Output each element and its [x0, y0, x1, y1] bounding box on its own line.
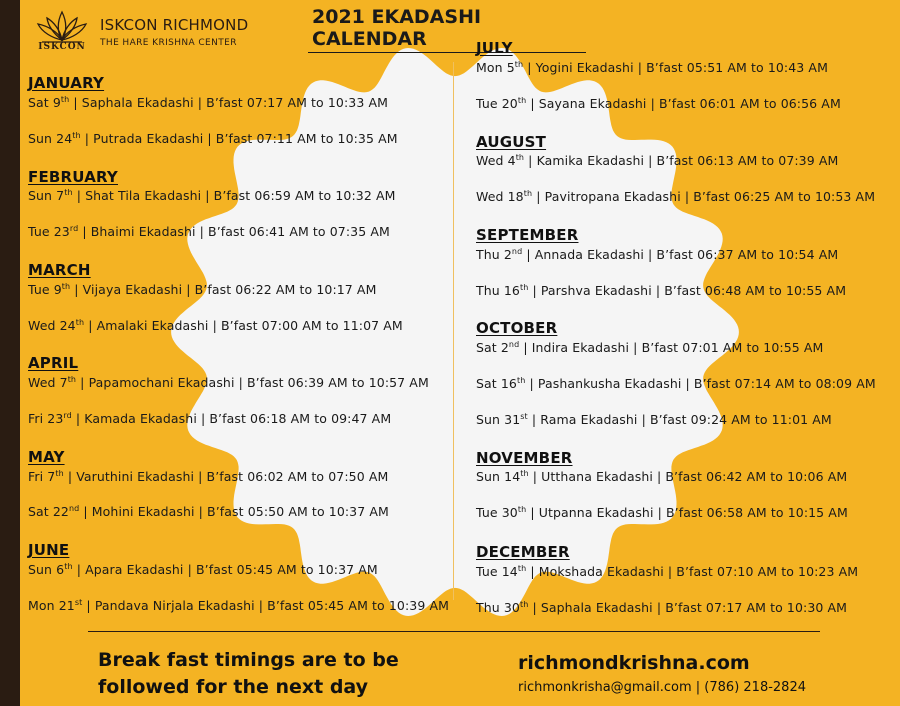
entry-day: Wed 4 [476, 153, 516, 169]
entry-day-suffix: th [517, 505, 527, 514]
ekadashi-entry [28, 562, 378, 577]
entry-detail: | Papamochani Ekadashi | B’fast 06:39 AM to 10:57 AM [76, 375, 429, 391]
contact-info[interactable]: richmonkrisha@gmail.com | (786) 218-2824 [518, 680, 806, 695]
month-heading-may: MAY [28, 448, 65, 466]
entry-day: Sun 6 [28, 562, 65, 578]
month-heading-november: NOVEMBER [476, 449, 573, 467]
entry-detail: | Varuthini Ekadashi | B’fast 06:02 AM to 07:50 AM [63, 469, 389, 485]
ekadashi-entry [476, 376, 876, 391]
entry-day-suffix: th [67, 375, 77, 384]
entry-day-suffix: th [523, 189, 533, 198]
entry-detail: | Apara Ekadashi | B’fast 05:45 AM to 10:37 AM [72, 562, 378, 578]
entry-day: Sat 22 [28, 504, 69, 520]
entry-day-suffix: th [64, 188, 73, 197]
ekadashi-entry [28, 411, 391, 426]
entry-detail: | Saphala Ekadashi | B’fast 07:17 AM to 10:33 AM [69, 95, 389, 111]
ekadashi-entry [28, 318, 403, 333]
entry-day: Thu 30 [476, 600, 520, 616]
month-heading-september: SEPTEMBER [476, 226, 579, 244]
column-divider [453, 62, 454, 600]
logo-wordmark: ISKCON [38, 42, 86, 52]
ekadashi-entry [476, 60, 828, 75]
month-heading-march: MARCH [28, 261, 91, 279]
ekadashi-entry [476, 247, 838, 262]
ekadashi-entry [476, 96, 841, 111]
entry-day-suffix: th [72, 131, 81, 140]
ekadashi-entry [476, 340, 823, 355]
entry-detail: | Rama Ekadashi | B’fast 09:24 AM to 11:01 AM [527, 412, 832, 428]
entry-day-suffix: st [520, 412, 528, 421]
month-heading-february: FEBRUARY [28, 168, 118, 186]
ekadashi-entry [28, 95, 388, 110]
entry-detail: | Utthana Ekadashi | B’fast 06:42 AM to 10:06 AM [528, 469, 848, 485]
ekadashi-entry [476, 600, 847, 615]
entry-detail: | Kamika Ekadashi | B’fast 06:13 AM to 07:39 AM [524, 153, 839, 169]
ekadashi-entry [28, 282, 376, 297]
entry-day: Wed 7 [28, 375, 68, 391]
month-heading-august: AUGUST [476, 133, 547, 151]
entry-day: Tue 9 [28, 282, 62, 298]
entry-day: Fri 7 [28, 469, 56, 485]
page-title: 2021 EKADASHI CALENDAR [308, 6, 586, 53]
entry-day-suffix: th [514, 60, 524, 69]
entry-day: Thu 2 [476, 247, 512, 263]
entry-day: Thu 16 [476, 283, 520, 299]
entry-detail: | Saphala Ekadashi | B’fast 07:17 AM to 10:30 AM [528, 600, 848, 616]
footer-note-line1: Break fast timings are to be [98, 649, 399, 671]
footer-note-line2: followed for the next day [98, 676, 369, 698]
entry-detail: | Vijaya Ekadashi | B’fast 06:22 AM to 10:17 AM [70, 282, 377, 298]
entry-day-suffix: rd [63, 411, 72, 420]
entry-day: Sun 14 [476, 469, 521, 485]
entry-day: Tue 20 [476, 96, 518, 112]
entry-day: Mon 5 [476, 60, 515, 76]
month-heading-october: OCTOBER [476, 319, 558, 337]
ekadashi-entry [476, 469, 847, 484]
ekadashi-entry [28, 598, 449, 613]
entry-day: Sun 31 [476, 412, 521, 428]
entry-day-suffix: th [61, 282, 71, 291]
ekadashi-entry [476, 153, 838, 168]
entry-detail: | Putrada Ekadashi | B’fast 07:11 AM to 10:35 AM [80, 131, 398, 147]
month-heading-july: JULY [476, 39, 513, 57]
entry-detail: | Pandava Nirjala Ekadashi | B’fast 05:45 AM to 10:39 AM [82, 598, 449, 614]
entry-detail: | Pavitropana Ekadashi | B’fast 06:25 AM to 10:53 AM [532, 189, 876, 205]
entry-day: Mon 21 [28, 598, 75, 614]
entry-day-suffix: th [517, 96, 527, 105]
entry-detail: | Shat Tila Ekadashi | B’fast 06:59 AM to 10:32 AM [72, 188, 396, 204]
entry-day: Tue 30 [476, 505, 518, 521]
entry-day-suffix: nd [68, 504, 80, 513]
entry-day: Tue 23 [28, 224, 70, 240]
month-heading-june: JUNE [28, 541, 70, 559]
entry-detail: | Yogini Ekadashi | B’fast 05:51 AM to 10:43 AM [523, 60, 828, 76]
entry-day: Sun 24 [28, 131, 73, 147]
entry-detail: | Sayana Ekadashi | B’fast 06:01 AM to 06:56 AM [526, 96, 841, 112]
entry-day-suffix: th [519, 283, 529, 292]
entry-detail: | Utpanna Ekadashi | B’fast 06:58 AM to 10:15 AM [526, 505, 848, 521]
month-heading-december: DECEMBER [476, 543, 570, 561]
entry-day: Wed 24 [28, 318, 76, 334]
entry-day-suffix: th [517, 564, 527, 573]
entry-day: Wed 18 [476, 189, 524, 205]
footer-divider [88, 631, 820, 632]
entry-day-suffix: nd [511, 247, 523, 256]
entry-day-suffix: th [55, 469, 64, 478]
entry-day: Tue 14 [476, 564, 518, 580]
ekadashi-entry [28, 131, 398, 146]
entry-day-suffix: nd [508, 340, 520, 349]
entry-day-suffix: th [75, 318, 85, 327]
entry-day: Sat 9 [28, 95, 61, 111]
org-name: ISKCON RICHMOND [100, 16, 249, 34]
entry-day: Sat 16 [476, 376, 517, 392]
entry-detail: | Kamada Ekadashi | B’fast 06:18 AM to 09:47 AM [71, 411, 392, 427]
org-subtitle: THE HARE KRISHNA CENTER [100, 38, 237, 48]
website-link[interactable]: richmondkrishna.com [518, 652, 750, 674]
ekadashi-entry [476, 412, 832, 427]
entry-day-suffix: th [64, 562, 73, 571]
footer-note [98, 647, 399, 701]
month-heading-january: JANUARY [28, 74, 105, 92]
ekadashi-entry [476, 283, 846, 298]
ekadashi-entry [28, 188, 396, 203]
ekadashi-entry [28, 469, 388, 484]
entry-day-suffix: st [74, 598, 83, 607]
month-heading-april: APRIL [28, 354, 79, 372]
entry-detail: | Amalaki Ekadashi | B’fast 07:00 AM to 11:07 AM [84, 318, 403, 334]
entry-day-suffix: th [516, 376, 526, 385]
entry-day: Sun 7 [28, 188, 65, 204]
entry-detail: | Indira Ekadashi | B’fast 07:01 AM to 10:55 AM [519, 340, 824, 356]
entry-detail: | Parshva Ekadashi | B’fast 06:48 AM to 10:55 AM [528, 283, 847, 299]
entry-day: Fri 23 [28, 411, 64, 427]
entry-day-suffix: th [515, 153, 525, 162]
entry-day-suffix: rd [69, 224, 79, 233]
entry-day-suffix: th [520, 469, 529, 478]
ekadashi-entry [28, 375, 429, 390]
entry-detail: | Mokshada Ekadashi | B’fast 07:10 AM to 10:23 AM [526, 564, 859, 580]
ekadashi-entry [476, 505, 848, 520]
entry-detail: | Annada Ekadashi | B’fast 06:37 AM to 10:54 AM [522, 247, 839, 263]
entry-day-suffix: th [60, 95, 70, 104]
ekadashi-entry [28, 504, 389, 519]
entry-detail: | Bhaimi Ekadashi | B’fast 06:41 AM to 07:35 AM [78, 224, 390, 240]
ekadashi-entry [28, 224, 390, 239]
entry-day-suffix: th [519, 600, 529, 609]
entry-detail: | Mohini Ekadashi | B’fast 05:50 AM to 10:37 AM [79, 504, 389, 520]
ekadashi-entry [476, 564, 858, 579]
entry-detail: | Pashankusha Ekadashi | B’fast 07:14 AM to 08:09 AM [525, 376, 876, 392]
ekadashi-entry [476, 189, 875, 204]
entry-day: Sat 2 [476, 340, 509, 356]
